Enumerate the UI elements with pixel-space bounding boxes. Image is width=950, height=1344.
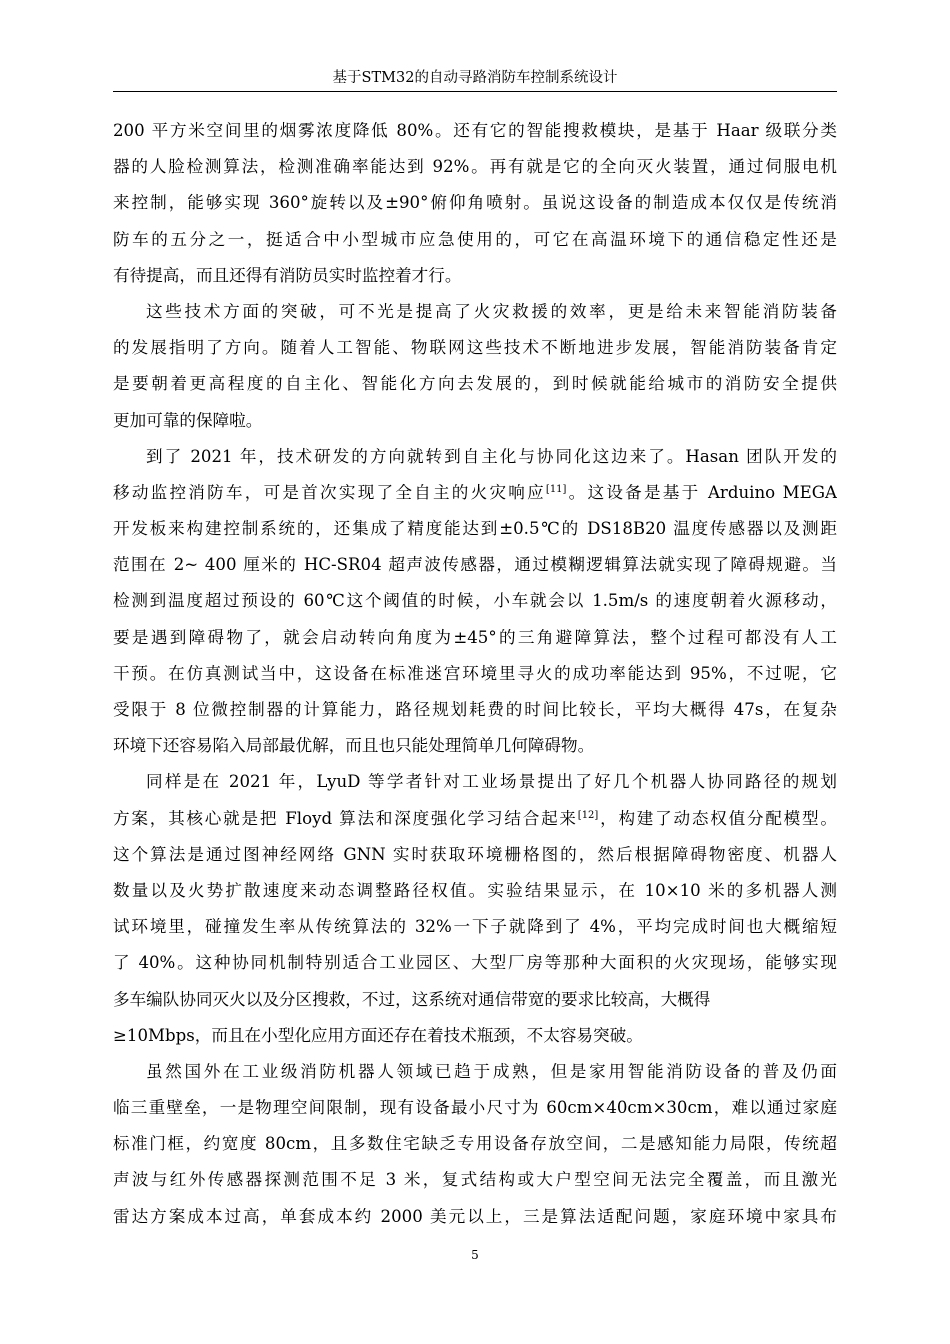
text-line: 来控制，能够实现 360°旋转以及±90°俯仰角喷射。虽说这设备的制造成本仅仅是传统消 <box>113 193 837 213</box>
text-line: 环境下还容易陷入局部最优解，而且也只能处理简单几何障碍物。 <box>113 736 595 756</box>
text-line-with-citation <box>113 475 837 511</box>
text-line: 开发板来构建控制系统的，还集成了精度能达到±0.5℃的 DS18B20 温度传感器以及测距 <box>113 519 837 539</box>
text-line: 到了 2021 年，技术研发的方向就转到自主化与协同化这边来了。Hasan 团队开发的 <box>146 446 837 466</box>
text-line: 声波与红外传感器探测范围不足 3 米，复式结构或大户型空间无法完全覆盖，而且激光 <box>113 1170 837 1190</box>
text-line: 虽然国外在工业级消防机器人领域已趋于成熟，但是家用智能消防设备的普及仍面 <box>146 1061 837 1081</box>
text-line: 这些技术方面的突破，可不光是提高了火灾救援的效率，更是给未来智能消防装备 <box>146 301 837 321</box>
text-line: 这个算法是通过图神经网络 GNN 实时获取环境栅格图的，然后根据障碍物密度、机器人 <box>113 844 837 864</box>
text-segment: 移动监控消防车，可是首次实现了全自主的火灾响应 <box>113 482 546 502</box>
text-line: 200 平方米空间里的烟雾浓度降低 80%。还有它的智能搜救模块，是基于 Haar 级联分类 <box>113 121 837 140</box>
text-line: 标准门框，约宽度 80cm，且多数住宅缺乏专用设备存放空间，二是感知能力局限，传统超 <box>113 1134 837 1154</box>
text-line: 的发展指明了方向。随着人工智能、物联网这些技术不断地进步发展，智能消防装备肯定 <box>113 338 837 358</box>
page-number: 5 <box>471 1248 479 1262</box>
text-line: 有待提高，而且还得有消防员实时监控着才行。 <box>113 265 462 285</box>
text-line: 干预。在仿真测试当中，这设备在标准迷宫环境里寻火的成功率能达到 95%，不过呢，它 <box>113 663 837 683</box>
text-line: 了 40%。这种协同机制特别适合工业园区、大型厂房等那种大面积的火灾现场，能够实现 <box>113 953 837 973</box>
text-line: 是要朝着更高程度的自主化、智能化方向去发展的，到时候就能给城市的消防安全提供 <box>113 374 837 394</box>
text-line: 雷达方案成本过高，单套成本约 2000 美元以上，三是算法适配问题，家庭环境中家具布 <box>113 1206 837 1226</box>
text-segment: 。这设备是基于 Arduino MEGA <box>566 482 837 502</box>
text-line: 受限于 8 位微控制器的计算能力，路径规划耗费的时间比较长，平均大概得 47s，在复杂 <box>113 700 837 719</box>
text-line: 器的人脸检测算法，检测准确率能达到 92%。再有就是它的全向灭火装置，通过伺服电机 <box>113 157 837 177</box>
citation-12[interactable]: [12] <box>577 809 599 821</box>
body-text <box>113 113 837 1235</box>
text-line: 检测到温度超过预设的 60℃这个阈值的时候，小车就会以 1.5m/s 的速度朝着火源移动， <box>113 591 837 611</box>
text-line: 数量以及火势扩散速度来动态调整路径权值。实验结果显示，在 10×10 米的多机器人测 <box>113 880 837 900</box>
text-line: 范围在 2~ 400 厘米的 HC-SR04 超声波传感器，通过模糊逻辑算法就实现了障碍规避。当 <box>113 555 837 575</box>
text-line: 临三重壁垒，一是物理空间限制，现有设备最小尺寸为 60cm×40cm×30cm，难以通过家庭 <box>113 1098 837 1118</box>
running-header: 基于STM32的自动寻路消防车控制系统设计 <box>332 70 618 86</box>
text-line: 多车编队协同灭火以及分区搜救，不过，这系统对通信带宽的要求比较高，大概得 <box>113 989 711 1009</box>
text-segment: ，构建了动态权值分配模型。 <box>598 808 837 828</box>
header-rule <box>113 91 837 92</box>
text-line: 要是遇到障碍物了，就会启动转向角度为±45°的三角避障算法，整个过程可都没有人工 <box>113 627 837 647</box>
text-line: 防车的五分之一，挺适合中小型城市应急使用的，可它在高温环境下的通信稳定性还是 <box>113 229 837 249</box>
text-line: 同样是在 2021 年，LyuD 等学者针对工业场景提出了好几个机器人协同路径的规划 <box>146 772 837 792</box>
text-line: 试环境里，碰撞发生率从传统算法的 32%一下子就降到了 4%，平均完成时间也大概缩短 <box>113 917 837 937</box>
text-line: 更加可靠的保障啦。 <box>113 410 263 430</box>
text-segment: 方案，其核心就是把 Floyd 算法和深度强化学习结合起来 <box>113 808 578 828</box>
text-line: ≥10Mbps，而且在小型化应用方面还存在着技术瓶颈，不太容易突破。 <box>113 1025 643 1045</box>
citation-11[interactable]: [11] <box>545 483 567 495</box>
text-line-with-citation <box>113 801 837 837</box>
